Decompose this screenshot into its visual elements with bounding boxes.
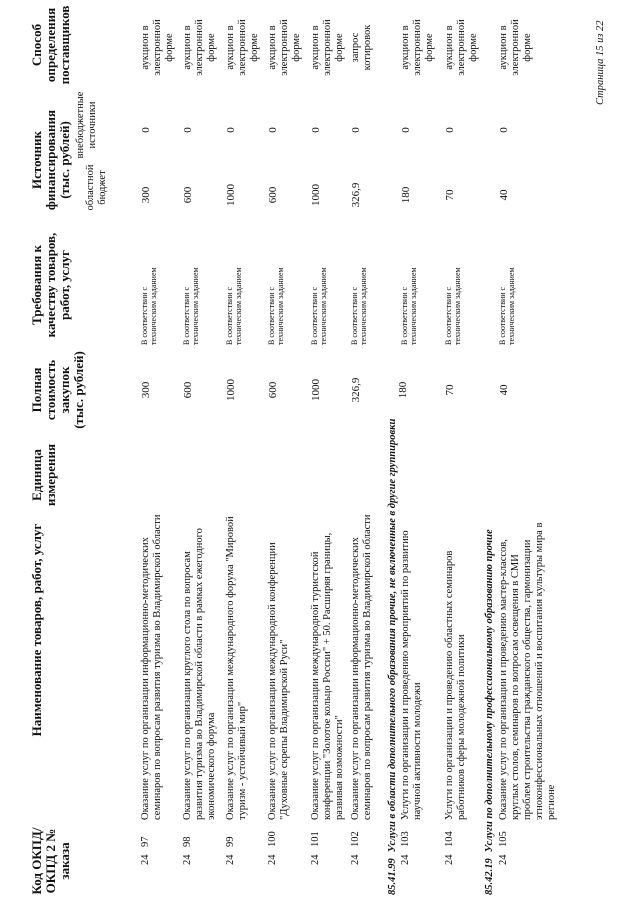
row-method: аукцион в электронной форме <box>400 19 435 76</box>
row-code: 24 <box>267 854 278 865</box>
group-heading <box>387 375 399 895</box>
row-cost: 1000 <box>310 379 322 401</box>
row-code: 24 <box>310 854 321 865</box>
row-regional: 180 <box>400 186 412 204</box>
row-req: В соответствии с техническим заданием <box>267 267 285 345</box>
row-req: В соответствии с техническим заданием <box>400 267 418 345</box>
header-method: Способ определения поставщиков <box>29 5 72 85</box>
row-name: Услуги по организации и проведению областных семинаров работников сферы молодежной политики <box>444 550 467 820</box>
row-num: 98 <box>182 836 193 847</box>
row-name: Оказание услуг по организации круглого стола по вопросам развития туризма во Владимирской области в рамках ежегодного экономического форума <box>182 528 217 820</box>
row-cost: 40 <box>498 384 510 396</box>
group-heading <box>484 375 496 895</box>
row-req: В соответствии с техническим заданием <box>310 267 328 345</box>
header-funding-extra: внебюджетные источники <box>75 91 98 159</box>
header-cost: Полная стоимость закупок (тыс. рублей) <box>29 351 86 429</box>
row-cost: 1000 <box>225 379 237 401</box>
row-req: В соответствии с техническим заданием <box>444 267 462 345</box>
row-cost: 180 <box>397 381 409 399</box>
row-name: Оказание услуг по организации международной туристской конференции "Золотое кольцо России" + 50. Расширяя границы, развивая возможности" <box>310 532 345 820</box>
row-cost: 326,9 <box>350 377 362 403</box>
row-cost: 600 <box>182 381 194 399</box>
row-extra: 0 <box>498 127 510 133</box>
header-funding-regional: областной бюджет <box>85 164 108 211</box>
row-cost: 300 <box>140 381 152 399</box>
row-extra: 0 <box>444 127 456 133</box>
row-code: 24 <box>400 854 411 865</box>
header-code: Код ОКПД/ ОКПД 2 № заказа <box>29 827 72 895</box>
row-extra: 0 <box>400 127 412 133</box>
row-method: аукцион в электронной форме <box>225 19 260 76</box>
row-name: Оказание услуг по организации международной конференции "Духовные скрепы Владимирской Руси" <box>267 542 290 820</box>
row-regional: 300 <box>140 186 152 204</box>
row-cost: 70 <box>444 384 456 396</box>
group-title: Услуги в области дополнительного образования прочие, не включенные в другие группировки <box>387 418 398 853</box>
row-code: 24 <box>225 854 236 865</box>
row-num: 100 <box>267 831 278 847</box>
page-number: Страница 15 из 22 <box>595 20 606 105</box>
row-extra: 0 <box>225 127 237 133</box>
header-funding: Источник финансирования (тыс. рублей) <box>29 109 72 211</box>
header-unit: Единица измерения <box>29 443 58 507</box>
row-extra: 0 <box>182 127 194 133</box>
row-regional: 1000 <box>225 184 237 206</box>
row-num: 97 <box>140 836 151 847</box>
group-title: Услуги по дополнительному профессиональному образованию прочие <box>484 529 495 853</box>
row-method: аукцион в электронной форме <box>267 19 302 76</box>
row-num: 101 <box>310 831 321 847</box>
row-regional: 70 <box>444 189 456 201</box>
row-req: В соответствии с техническим заданием <box>225 267 243 345</box>
row-name: Услуги по организации и проведению мероприятий по развитию научной активности молодежи <box>400 530 423 820</box>
row-req: В соответствии с техническим заданием <box>140 267 158 345</box>
row-num: 102 <box>350 831 361 847</box>
row-method: аукцион в электронной форме <box>310 19 345 76</box>
row-method: аукцион в электронной форме <box>444 19 479 76</box>
row-num: 99 <box>225 836 236 847</box>
row-name: Оказание услуг по организации информационно-методических семинаров по вопросам развития туризма во Владимирской области <box>140 514 163 820</box>
row-extra: 0 <box>350 127 362 133</box>
row-name: Оказание услуг по организации и проведению мастер-классов, круглых столов, семинаров по вопросам освещения в СМИ проблем строительства гражданского общества, гармонизации этноконфессиональных отношений и воспитания культуры мира в регионе <box>498 522 557 820</box>
row-regional: 600 <box>182 186 194 204</box>
row-regional: 326,9 <box>350 182 362 208</box>
row-name: Оказание услуг по организации международного форума "Мировой туризм - устойчивый мир" <box>225 516 248 820</box>
row-method: аукцион в электронной форме <box>182 19 217 76</box>
row-method: запрос котировок <box>350 24 373 71</box>
row-name: Оказание услуг по организации информационно-методических семинаров по вопросам развития туризма во Владимирской области <box>350 514 373 820</box>
row-code: 24 <box>182 854 193 865</box>
row-extra: 0 <box>267 127 279 133</box>
row-code: 24 <box>350 854 361 865</box>
row-code: 24 <box>140 854 151 865</box>
row-cost: 600 <box>267 381 279 399</box>
row-extra: 0 <box>310 127 322 133</box>
row-regional: 600 <box>267 186 279 204</box>
row-req: В соответствии с техническим заданием <box>498 267 516 345</box>
row-code: 24 <box>498 854 509 865</box>
group-code: 85.42.19 <box>484 858 495 895</box>
row-num: 105 <box>498 831 509 847</box>
header-name: Наименование товаров, работ, услуг <box>29 523 44 737</box>
row-num: 103 <box>400 831 411 847</box>
row-method: аукцион в электронной форме <box>140 19 175 76</box>
row-extra: 0 <box>140 127 152 133</box>
row-code: 24 <box>444 854 455 865</box>
row-req: В соответствии с техническим заданием <box>350 267 368 345</box>
row-regional: 1000 <box>310 184 322 206</box>
row-method: аукцион в электронной форме <box>498 19 533 76</box>
row-req: В соответствии с техническим заданием <box>182 267 200 345</box>
row-num: 104 <box>444 831 455 847</box>
header-requirements: Требования к качеству товаров, работ, услуг <box>29 232 72 338</box>
row-regional: 40 <box>498 189 510 201</box>
group-code: 85.41.99 <box>387 858 398 895</box>
